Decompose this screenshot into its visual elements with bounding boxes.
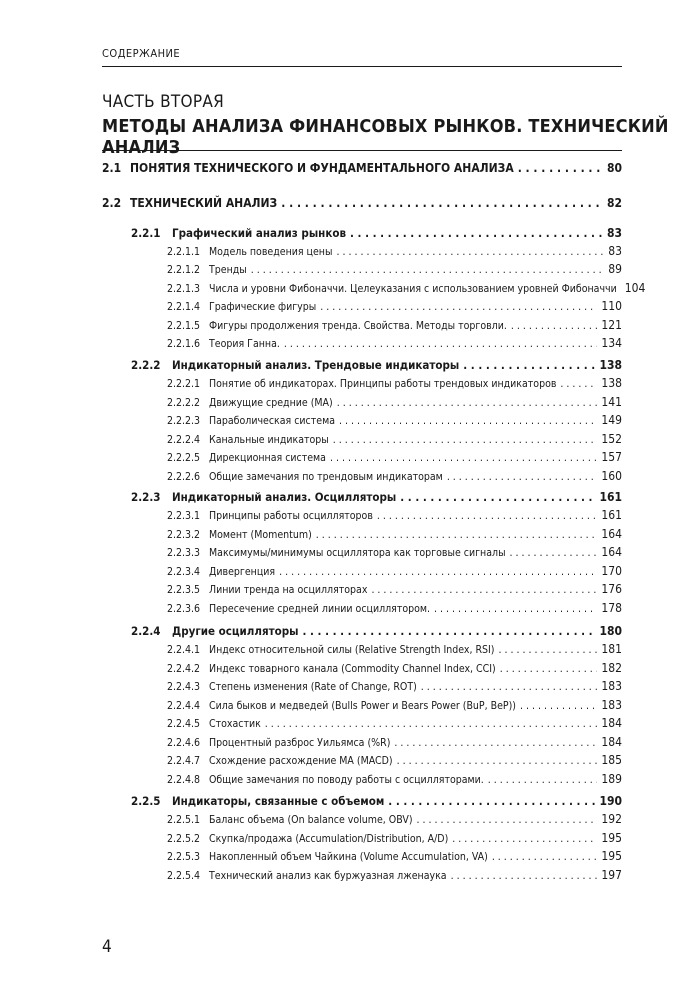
toc-entry-title: Графический анализ рынков: [172, 226, 347, 240]
toc-entry: [102, 624, 622, 642]
toc-entry-title: ПОНЯТИЯ ТЕХНИЧЕСКОГО И ФУНДАМЕНТАЛЬНОГО АНАЛИЗА: [130, 161, 514, 175]
toc-entry: [102, 545, 622, 563]
toc-entry: [102, 395, 622, 413]
toc-entry-title: Индекс относительной силы (Relative Strength Index, RSI): [209, 644, 495, 656]
toc-dot-leader: [499, 644, 598, 656]
toc-entry: [102, 698, 622, 716]
toc-dot-leader: [333, 434, 598, 446]
page-number: 4: [102, 937, 112, 957]
toc-dot-leader: [320, 301, 597, 313]
toc-entry-page: 195: [601, 849, 622, 863]
toc-entry-number: 2.2.4.4: [167, 700, 201, 712]
toc-entry-number: 2.2.5.1: [167, 814, 201, 826]
toc-entry-number: 2.2.5: [131, 794, 161, 808]
toc-entry-number: 2.2.4.2: [167, 663, 201, 675]
toc-entry-number: 2.2.4.8: [167, 774, 201, 786]
toc-dot-leader: [560, 378, 597, 390]
toc-entry-page: 183: [601, 698, 622, 712]
toc-entry: [102, 679, 622, 697]
toc-entry-title: Скупка/продажа (Accumulation/Distribution, A/D): [209, 833, 449, 845]
toc-dot-leader: [510, 547, 598, 559]
toc-dot-leader: [394, 737, 597, 749]
toc-entry-number: 2.2.1.5: [167, 320, 201, 332]
toc-entry: [102, 432, 622, 450]
toc-dot-leader: [251, 264, 605, 276]
toc-entry-number: 2.2.4.5: [167, 718, 201, 730]
toc-dot-leader: [336, 246, 604, 258]
toc-dot-leader: [492, 851, 598, 863]
toc-entry-title: Тренды: [209, 264, 247, 276]
toc-entry-title: Линии тренда на осцилляторах: [209, 584, 368, 596]
toc-dot-leader: [350, 226, 603, 240]
toc-entry-title: Канальные индикаторы: [209, 434, 329, 446]
toc-entry-number: 2.1: [102, 161, 122, 175]
toc-dot-leader: [400, 490, 595, 504]
toc-dot-leader: [330, 452, 597, 464]
toc-dot-leader: [463, 358, 595, 372]
toc-entry-number: 2.2.4: [131, 624, 161, 638]
toc-entry-page: 195: [601, 831, 622, 845]
toc-entry-page: 83: [606, 226, 622, 240]
toc-entry-number: 2.2.2.1: [167, 378, 201, 390]
toc-dot-leader: [279, 566, 597, 578]
toc-entry-page: 182: [601, 661, 622, 675]
toc-entry-page: 164: [601, 545, 622, 559]
toc-entry-number: 2.2.2.4: [167, 434, 201, 446]
toc-entry-title: Пересечение средней линии осциллятором.: [209, 603, 431, 615]
toc-entry-number: 2.2: [102, 196, 122, 210]
toc-dot-leader: [388, 794, 595, 808]
toc-entry: [102, 413, 622, 431]
toc-entry-page: 192: [601, 812, 622, 826]
toc-dot-leader: [447, 471, 598, 483]
toc-entry-title: Процентный разброс Уильямса (%R): [209, 737, 391, 749]
toc-entry-page: 180: [599, 624, 622, 638]
toc-entry: [102, 753, 622, 771]
toc-entry: [102, 318, 622, 336]
toc-entry: [102, 582, 622, 600]
toc-entry-title: Технический анализ как буржуазная лженаука: [209, 870, 447, 882]
toc-entry-title: Момент (Momentum): [209, 529, 312, 541]
toc-entry-number: 2.2.2.3: [167, 415, 201, 427]
toc-entry: [102, 281, 646, 299]
toc-entry-number: 2.2.3.5: [167, 584, 201, 596]
toc-entry-number: 2.2.1.6: [167, 338, 201, 350]
toc-dot-leader: [281, 196, 603, 210]
toc-dot-leader: [500, 663, 598, 675]
toc-dot-leader: [316, 529, 598, 541]
toc-entry-title: Максимумы/минимумы осциллятора как торговые сигналы: [209, 547, 506, 559]
toc-dot-leader: [518, 161, 603, 175]
toc-entry: [102, 564, 622, 582]
toc-dot-leader: [265, 718, 598, 730]
toc-dot-leader: [511, 320, 598, 332]
toc-entry: [102, 716, 622, 734]
toc-entry-page: 80: [606, 161, 622, 175]
toc-entry-page: 184: [601, 735, 622, 749]
toc-dot-leader: [371, 584, 597, 596]
toc-entry-number: 2.2.4.1: [167, 644, 201, 656]
toc-entry: [102, 831, 622, 849]
toc-entry: [102, 849, 622, 867]
toc-entry-title: Накопленный объем Чайкина (Volume Accumulation, VA): [209, 851, 488, 863]
toc-entry-title: Теория Ганна.: [209, 338, 280, 350]
toc-entry-page: 141: [601, 395, 622, 409]
toc-entry-title: Индекс товарного канала (Commodity Channel Index, CCI): [209, 663, 496, 675]
toc-entry-title: Дивергенция: [209, 566, 276, 578]
toc-entry: [102, 226, 622, 244]
toc-entry-number: 2.2.5.3: [167, 851, 201, 863]
toc-entry-title: Параболическая система: [209, 415, 335, 427]
toc-entry-page: 149: [601, 413, 622, 427]
toc-entry-page: 104: [624, 281, 646, 295]
toc-entry-title: Движущие средние (МА): [209, 397, 333, 409]
toc-entry: [102, 244, 622, 262]
toc-entry-number: 2.2.3.3: [167, 547, 201, 559]
toc-entry: [102, 262, 622, 280]
toc-entry-page: 181: [601, 642, 622, 656]
toc-dot-leader: [452, 833, 597, 845]
toc-entry: [102, 661, 622, 679]
toc-entry: [102, 601, 622, 619]
toc-dot-leader: [488, 774, 598, 786]
toc-entry-page: 82: [606, 196, 622, 210]
toc-entry-title: ТЕХНИЧЕСКИЙ АНАЛИЗ: [130, 196, 278, 210]
toc-entry-number: 2.2.5.4: [167, 870, 201, 882]
toc-entry-page: 185: [601, 753, 622, 767]
header-rule: [102, 66, 622, 67]
toc-entry-number: 2.2.3.6: [167, 603, 201, 615]
toc-dot-leader: [520, 700, 597, 712]
toc-entry-page: 161: [601, 508, 622, 522]
toc-entry: [102, 299, 622, 317]
title-rule: [102, 150, 622, 151]
toc-entry-page: 110: [601, 299, 622, 313]
toc-entry: [102, 642, 622, 660]
toc-entry-number: 2.2.2: [131, 358, 161, 372]
toc-entry-title: Графические фигуры: [209, 301, 317, 313]
toc-entry-number: 2.2.5.2: [167, 833, 201, 845]
toc-entry-page: 89: [608, 262, 622, 276]
toc-entry-number: 2.2.4.3: [167, 681, 201, 693]
toc-entry-page: 157: [601, 450, 622, 464]
toc-dot-leader: [451, 870, 598, 882]
toc-entry: [102, 450, 622, 468]
toc-entry-title: Схождение расхождение МА (MACD): [209, 755, 393, 767]
toc-entry-title: Понятие об индикаторах. Принципы работы трендовых индикаторов: [209, 378, 557, 390]
toc-entry: [102, 812, 622, 830]
toc-entry-page: 160: [601, 469, 622, 483]
toc-entry-number: 2.2.3.4: [167, 566, 201, 578]
toc-entry-title: Степень изменения (Rate of Change, ROT): [209, 681, 417, 693]
toc-dot-leader: [339, 415, 597, 427]
toc-entry-title: Принципы работы осцилляторов: [209, 510, 373, 522]
toc-entry-page: 164: [601, 527, 622, 541]
toc-entry: [102, 336, 622, 354]
toc-entry-number: 2.2.1.2: [167, 264, 201, 276]
toc-dot-leader: [377, 510, 597, 522]
toc-entry-number: 2.2.2.6: [167, 471, 201, 483]
toc-entry-title: Дирекционная система: [209, 452, 326, 464]
toc-entry-page: 83: [608, 244, 622, 258]
toc-entry-number: 2.2.3.2: [167, 529, 201, 541]
toc-entry: [102, 508, 622, 526]
toc-entry: [102, 794, 622, 812]
toc-entry-page: 170: [601, 564, 622, 578]
toc-dot-leader: [417, 814, 598, 826]
toc-entry-page: 121: [601, 318, 622, 332]
toc-entry: [102, 527, 622, 545]
toc-entry-page: 178: [601, 601, 622, 615]
toc-dot-leader: [284, 338, 598, 350]
toc-dot-leader: [302, 624, 595, 638]
toc-entry: [102, 196, 622, 214]
toc-entry-number: 2.2.4.7: [167, 755, 201, 767]
toc-entry-title: Индикаторный анализ. Осцилляторы: [172, 490, 397, 504]
toc-entry: [102, 490, 622, 508]
toc-dot-leader: [421, 681, 598, 693]
toc-entry-title: Индикаторы, связанные с объемом: [172, 794, 385, 808]
toc-dot-leader: [434, 603, 597, 615]
toc-entry: [102, 469, 622, 487]
toc-entry-title: Баланс объема (On balance volume, OBV): [209, 814, 413, 826]
toc-entry-title: Общие замечания по трендовым индикаторам: [209, 471, 443, 483]
toc-entry-number: 2.2.4.6: [167, 737, 201, 749]
toc-entry-page: 138: [601, 376, 622, 390]
toc-entry-number: 2.2.1.4: [167, 301, 201, 313]
toc-entry-page: 190: [599, 794, 622, 808]
toc-entry-page: 184: [601, 716, 622, 730]
toc-entry-number: 2.2.1: [131, 226, 161, 240]
part-title: МЕТОДЫ АНАЛИЗА ФИНАНСОВЫХ РЫНКОВ. ТЕХНИЧЕСКИЙ АНАЛИЗ: [102, 116, 669, 158]
toc-entry-number: 2.2.2.2: [167, 397, 201, 409]
toc-entry: [102, 735, 622, 753]
toc-entry-page: 197: [601, 868, 622, 882]
toc-entry-title: Модель поведения цены: [209, 246, 333, 258]
part-label: ЧАСТЬ ВТОРАЯ: [102, 92, 225, 112]
toc-entry-page: 152: [601, 432, 622, 446]
toc-entry-title: Другие осцилляторы: [172, 624, 299, 638]
toc-entry-title: Фигуры продолжения тренда. Свойства. Методы торговли.: [209, 320, 507, 332]
toc-entry-page: 161: [599, 490, 622, 504]
toc-entry-page: 183: [601, 679, 622, 693]
toc-entry: [102, 868, 622, 886]
toc-entry: [102, 772, 622, 790]
toc-entry-title: Общие замечания по поводу работы с осцилляторами.: [209, 774, 484, 786]
toc-entry-page: 134: [601, 336, 622, 350]
toc-entry-number: 2.2.3: [131, 490, 161, 504]
toc-entry-number: 2.2.1.3: [167, 283, 201, 295]
toc-dot-leader: [337, 397, 598, 409]
toc-entry: [102, 161, 622, 179]
running-header: СОДЕРЖАНИЕ: [102, 47, 181, 60]
toc-entry: [102, 358, 622, 376]
toc-entry-title: Числа и уровни Фибоначчи. Целеуказания с использованием уровней Фибоначчи: [209, 283, 617, 295]
toc-entry-page: 176: [601, 582, 622, 596]
toc-entry-number: 2.2.3.1: [167, 510, 201, 522]
toc-entry-title: Индикаторный анализ. Трендовые индикаторы: [172, 358, 460, 372]
toc-entry-page: 138: [599, 358, 622, 372]
toc-entry: [102, 376, 622, 394]
toc-entry-number: 2.2.2.5: [167, 452, 201, 464]
toc-dot-leader: [397, 755, 598, 767]
toc-entry-number: 2.2.1.1: [167, 246, 201, 258]
toc-entry-title: Стохастик: [209, 718, 261, 730]
toc-entry-page: 189: [601, 772, 622, 786]
toc-entry-title: Сила быков и медведей (Bulls Power и Bears Power (BuP, BeP)): [209, 700, 516, 712]
